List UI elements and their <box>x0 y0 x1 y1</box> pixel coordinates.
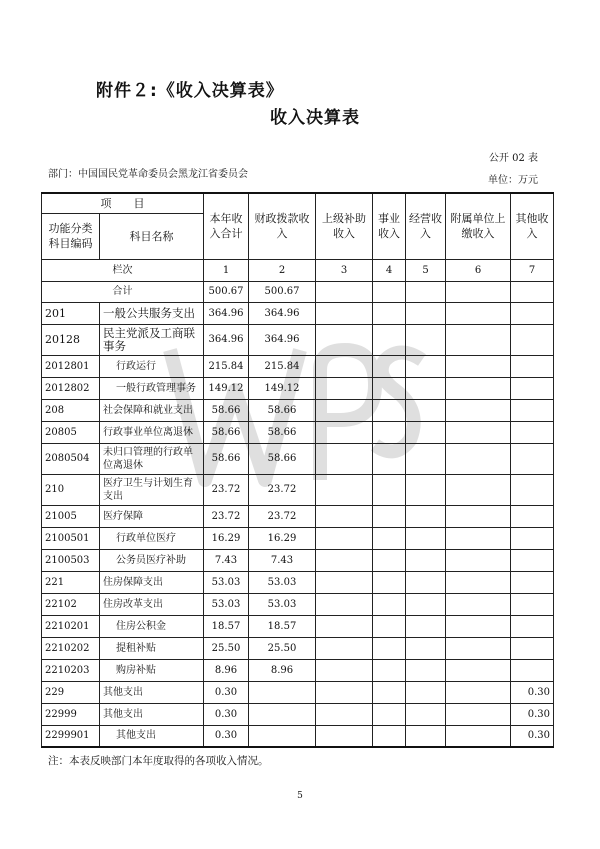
row-superior <box>316 725 373 747</box>
row-other: 0.30 <box>511 703 554 725</box>
row-name: 行政单位医疗 <box>100 527 204 549</box>
row-affiliated <box>446 549 511 571</box>
row-affiliated <box>446 355 511 377</box>
column-index-5: 5 <box>406 259 446 281</box>
row-code: 2100501 <box>42 527 100 549</box>
row-operating <box>406 324 446 355</box>
row-total: 0.30 <box>204 681 249 703</box>
row-fiscal <box>249 725 316 747</box>
row-code: 22102 <box>42 593 100 615</box>
row-fiscal <box>249 703 316 725</box>
column-index-6: 6 <box>446 259 511 281</box>
row-business <box>373 637 406 659</box>
row-name: 行政事业单位离退休 <box>100 421 204 443</box>
row-operating <box>406 659 446 681</box>
row-fiscal: 58.66 <box>249 443 316 474</box>
row-name: 社会保障和就业支出 <box>100 399 204 421</box>
row-name: 未归口管理的行政单位离退休 <box>100 443 204 474</box>
row-total: 7.43 <box>204 549 249 571</box>
row-fiscal: 53.03 <box>249 571 316 593</box>
column-index-7: 7 <box>511 259 554 281</box>
table-row <box>42 443 554 474</box>
row-total: 58.66 <box>204 399 249 421</box>
row-operating <box>406 527 446 549</box>
row-operating <box>406 399 446 421</box>
row-operating <box>406 571 446 593</box>
row-total: 0.30 <box>204 725 249 747</box>
row-other <box>511 527 554 549</box>
row-code: 2210201 <box>42 615 100 637</box>
row-affiliated <box>446 474 511 505</box>
row-business <box>373 421 406 443</box>
row-business <box>373 725 406 747</box>
row-fiscal: 58.66 <box>249 421 316 443</box>
row-business <box>373 324 406 355</box>
table-row <box>42 302 554 324</box>
header-code: 功能分类科目编码 <box>42 213 100 259</box>
table-row <box>42 681 554 703</box>
row-name: 公务员医疗补助 <box>100 549 204 571</box>
row-other: 0.30 <box>511 725 554 747</box>
header-business: 事业收入 <box>373 193 406 259</box>
row-code: 229 <box>42 681 100 703</box>
row-code: 221 <box>42 571 100 593</box>
header-row-1 <box>42 193 554 213</box>
row-total: 53.03 <box>204 571 249 593</box>
row-total: 23.72 <box>204 474 249 505</box>
total-fiscal: 500.67 <box>249 281 316 302</box>
row-business <box>373 615 406 637</box>
row-business <box>373 527 406 549</box>
row-total: 364.96 <box>204 302 249 324</box>
row-affiliated <box>446 615 511 637</box>
row-superior <box>316 443 373 474</box>
row-superior <box>316 421 373 443</box>
total-label: 合计 <box>42 281 204 302</box>
row-superior <box>316 474 373 505</box>
row-superior <box>316 302 373 324</box>
header-other: 其他收入 <box>511 193 554 259</box>
row-affiliated <box>446 302 511 324</box>
table-note: 注：本表反映部门本年度取得的各项收入情况。 <box>48 755 269 767</box>
table-row <box>42 421 554 443</box>
row-name: 医疗卫生与计划生育支出 <box>100 474 204 505</box>
table-row <box>42 474 554 505</box>
table-row <box>42 637 554 659</box>
table-row <box>42 505 554 527</box>
row-business <box>373 703 406 725</box>
row-affiliated <box>446 399 511 421</box>
row-name: 住房保障支出 <box>100 571 204 593</box>
table-row <box>42 725 554 747</box>
total-row <box>42 281 554 302</box>
row-code: 21005 <box>42 505 100 527</box>
row-code: 2080504 <box>42 443 100 474</box>
table-row <box>42 615 554 637</box>
row-other <box>511 659 554 681</box>
row-total: 23.72 <box>204 505 249 527</box>
row-other: 0.30 <box>511 681 554 703</box>
unit-label: 单位：万元 <box>488 175 538 186</box>
row-business <box>373 399 406 421</box>
row-fiscal: 23.72 <box>249 474 316 505</box>
row-code: 22999 <box>42 703 100 725</box>
table-row <box>42 549 554 571</box>
row-fiscal: 25.50 <box>249 637 316 659</box>
row-operating <box>406 549 446 571</box>
row-name: 一般公共服务支出 <box>100 302 204 324</box>
row-operating <box>406 703 446 725</box>
row-code: 2299901 <box>42 725 100 747</box>
row-fiscal: 58.66 <box>249 399 316 421</box>
header-item: 项 目 <box>42 193 204 213</box>
row-affiliated <box>446 681 511 703</box>
row-business <box>373 593 406 615</box>
table-row <box>42 659 554 681</box>
row-code: 201 <box>42 302 100 324</box>
row-superior <box>316 527 373 549</box>
header-affiliated: 附属单位上缴收入 <box>446 193 511 259</box>
table-row <box>42 355 554 377</box>
row-fiscal <box>249 681 316 703</box>
row-business <box>373 355 406 377</box>
row-affiliated <box>446 505 511 527</box>
row-name: 一般行政管理事务 <box>100 377 204 399</box>
row-name: 提租补贴 <box>100 637 204 659</box>
row-affiliated <box>446 703 511 725</box>
row-affiliated <box>446 443 511 474</box>
row-affiliated <box>446 725 511 747</box>
row-code: 2210203 <box>42 659 100 681</box>
row-code: 20805 <box>42 421 100 443</box>
row-affiliated <box>446 659 511 681</box>
row-operating <box>406 377 446 399</box>
row-operating <box>406 681 446 703</box>
row-superior <box>316 637 373 659</box>
row-superior <box>316 659 373 681</box>
header-operating: 经营收入 <box>406 193 446 259</box>
row-business <box>373 659 406 681</box>
row-fiscal: 16.29 <box>249 527 316 549</box>
row-operating <box>406 725 446 747</box>
page-number: 5 <box>297 791 303 801</box>
row-name: 其他支出 <box>100 681 204 703</box>
row-superior <box>316 377 373 399</box>
row-other <box>511 421 554 443</box>
row-affiliated <box>446 421 511 443</box>
total-amount: 500.67 <box>204 281 249 302</box>
row-superior <box>316 324 373 355</box>
row-name: 其他支出 <box>100 703 204 725</box>
department-label: 部门：中国国民党革命委员会黑龙江省委员会 <box>48 169 248 180</box>
attachment-title: 附件２:《收入决算表》 <box>96 81 284 101</box>
row-other <box>511 505 554 527</box>
header-fiscal: 财政拨款收入 <box>249 193 316 259</box>
table-row <box>42 324 554 355</box>
row-operating <box>406 474 446 505</box>
row-other <box>511 302 554 324</box>
row-other <box>511 443 554 474</box>
row-total: 215.84 <box>204 355 249 377</box>
table-body <box>42 302 554 747</box>
row-fiscal: 364.96 <box>249 302 316 324</box>
row-fiscal: 215.84 <box>249 355 316 377</box>
row-fiscal: 18.57 <box>249 615 316 637</box>
row-operating <box>406 302 446 324</box>
row-other <box>511 324 554 355</box>
row-superior <box>316 593 373 615</box>
row-code: 210 <box>42 474 100 505</box>
row-business <box>373 443 406 474</box>
row-other <box>511 377 554 399</box>
table-row <box>42 399 554 421</box>
row-fiscal: 7.43 <box>249 549 316 571</box>
row-superior <box>316 681 373 703</box>
row-name: 住房改革支出 <box>100 593 204 615</box>
row-other <box>511 637 554 659</box>
row-total: 53.03 <box>204 593 249 615</box>
row-operating <box>406 637 446 659</box>
row-superior <box>316 505 373 527</box>
table-row <box>42 377 554 399</box>
row-total: 58.66 <box>204 421 249 443</box>
column-index-1: 1 <box>204 259 249 281</box>
row-business <box>373 549 406 571</box>
row-total: 149.12 <box>204 377 249 399</box>
row-fiscal: 23.72 <box>249 505 316 527</box>
column-index-4: 4 <box>373 259 406 281</box>
row-other <box>511 549 554 571</box>
row-operating <box>406 421 446 443</box>
form-number: 公开 02 表 <box>488 153 538 164</box>
column-index-row <box>42 259 554 281</box>
table-row <box>42 571 554 593</box>
row-code: 2100503 <box>42 549 100 571</box>
row-other <box>511 399 554 421</box>
row-total: 25.50 <box>204 637 249 659</box>
column-index-2: 2 <box>249 259 316 281</box>
row-total: 16.29 <box>204 527 249 549</box>
row-name: 购房补贴 <box>100 659 204 681</box>
row-operating <box>406 593 446 615</box>
row-superior <box>316 615 373 637</box>
row-total: 8.96 <box>204 659 249 681</box>
row-operating <box>406 615 446 637</box>
row-operating <box>406 443 446 474</box>
row-other <box>511 571 554 593</box>
row-name: 行政运行 <box>100 355 204 377</box>
header-superior: 上级补助收入 <box>316 193 373 259</box>
row-other <box>511 593 554 615</box>
column-index-label: 栏次 <box>42 259 204 281</box>
row-total: 0.30 <box>204 703 249 725</box>
row-code: 208 <box>42 399 100 421</box>
row-code: 2012801 <box>42 355 100 377</box>
row-business <box>373 505 406 527</box>
row-superior <box>316 571 373 593</box>
row-name: 住房公积金 <box>100 615 204 637</box>
row-affiliated <box>446 593 511 615</box>
row-other <box>511 355 554 377</box>
table-row <box>42 593 554 615</box>
row-affiliated <box>446 324 511 355</box>
row-name: 医疗保障 <box>100 505 204 527</box>
row-fiscal: 8.96 <box>249 659 316 681</box>
row-superior <box>316 355 373 377</box>
row-operating <box>406 355 446 377</box>
row-affiliated <box>446 637 511 659</box>
row-business <box>373 681 406 703</box>
row-code: 2012802 <box>42 377 100 399</box>
row-operating <box>406 505 446 527</box>
income-statement-table <box>41 192 554 748</box>
row-total: 58.66 <box>204 443 249 474</box>
row-business <box>373 571 406 593</box>
row-total: 18.57 <box>204 615 249 637</box>
row-other <box>511 615 554 637</box>
table-row <box>42 703 554 725</box>
row-affiliated <box>446 377 511 399</box>
row-business <box>373 302 406 324</box>
row-fiscal: 149.12 <box>249 377 316 399</box>
row-superior <box>316 399 373 421</box>
header-total: 本年收入合计 <box>204 193 249 259</box>
row-name: 民主党派及工商联事务 <box>100 324 204 355</box>
row-fiscal: 53.03 <box>249 593 316 615</box>
row-name: 其他支出 <box>100 725 204 747</box>
table-row <box>42 527 554 549</box>
row-business <box>373 474 406 505</box>
row-affiliated <box>446 571 511 593</box>
row-superior <box>316 549 373 571</box>
row-fiscal: 364.96 <box>249 324 316 355</box>
row-code: 2210202 <box>42 637 100 659</box>
row-affiliated <box>446 527 511 549</box>
row-total: 364.96 <box>204 324 249 355</box>
column-index-3: 3 <box>316 259 373 281</box>
row-superior <box>316 703 373 725</box>
row-business <box>373 377 406 399</box>
header-name: 科目名称 <box>100 213 204 259</box>
row-other <box>511 474 554 505</box>
page-title: 收入决算表 <box>270 108 360 128</box>
row-code: 20128 <box>42 324 100 355</box>
